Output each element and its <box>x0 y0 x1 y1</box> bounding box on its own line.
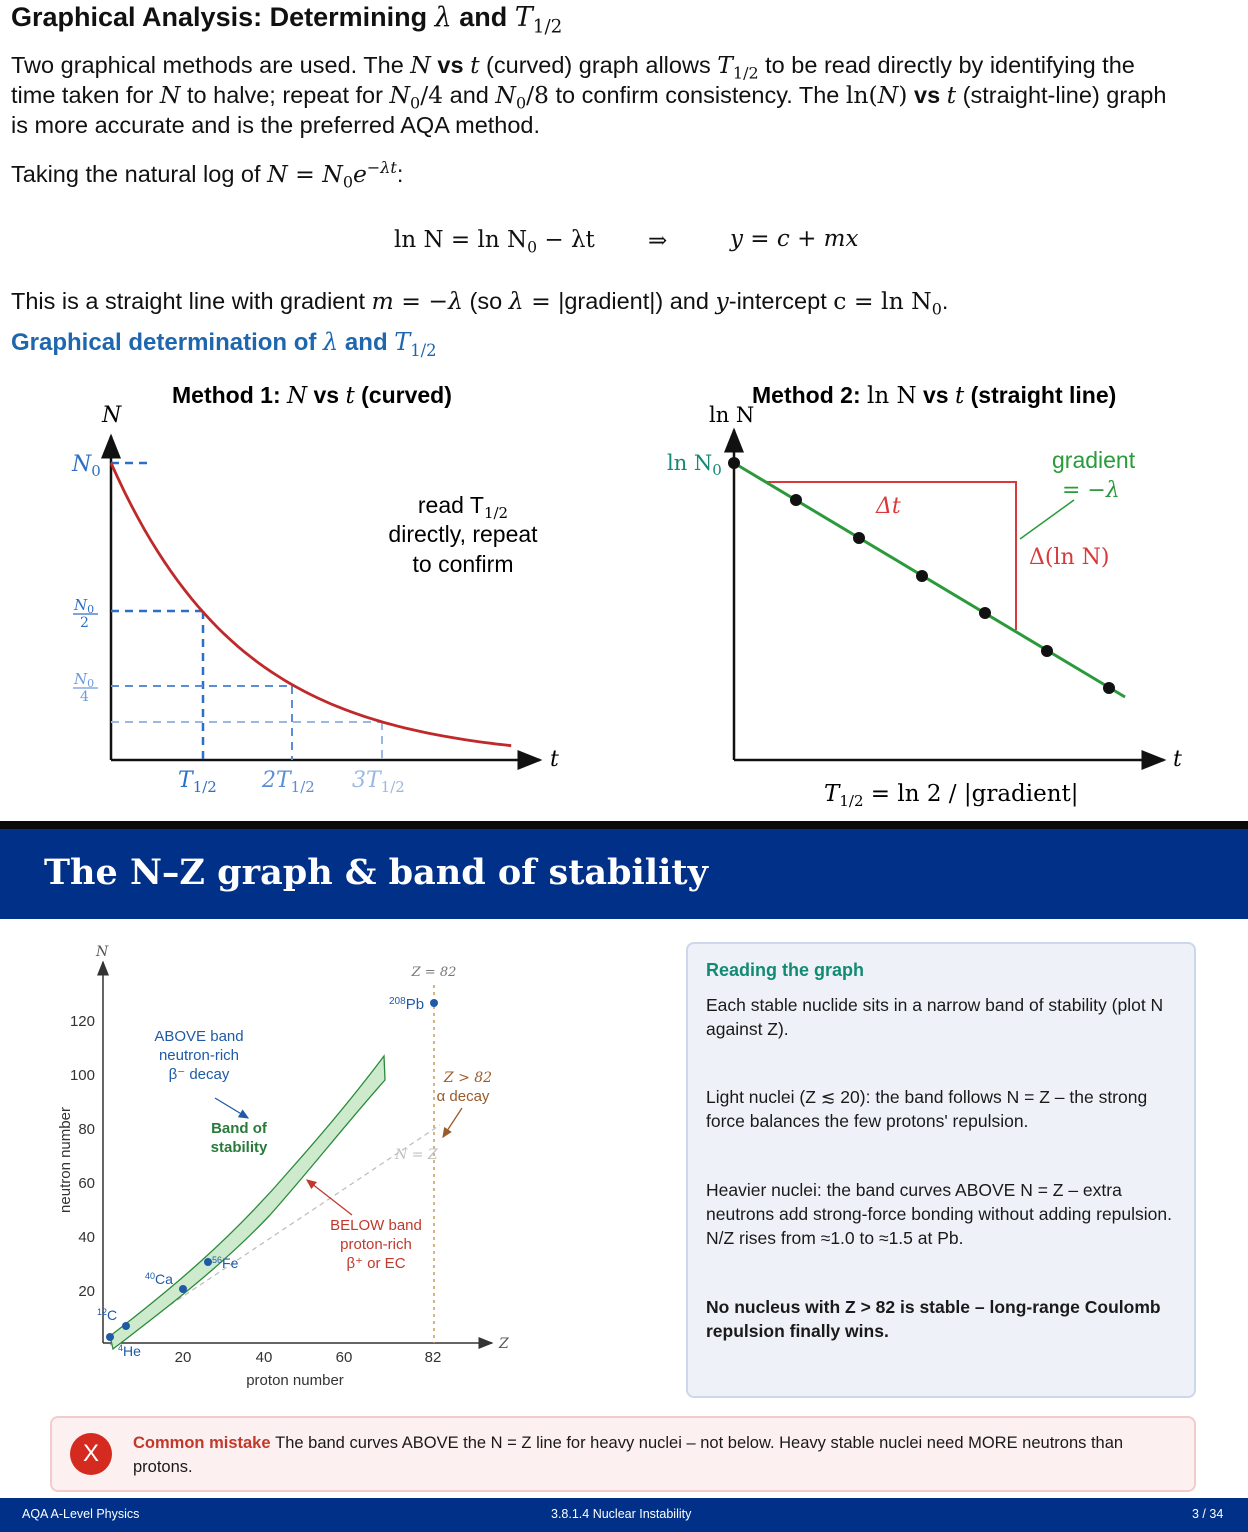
mistake-body: The band curves ABOVE the N = Z line for heavy nuclei – not below. Heavy stable nuclei need MORE neutrons than protons. <box>133 1434 1124 1476</box>
svg-text:N0: $N_0$ <box>74 670 95 690</box>
text: -intercept <box>728 288 834 314</box>
nz-y-tick: 60 <box>78 1175 95 1192</box>
nuclide-ca <box>179 1285 187 1293</box>
below-line2: proton-rich <box>340 1236 412 1253</box>
math-sub: 0 <box>515 93 527 113</box>
xtick-t3: $3T_{1/2}$ <box>352 768 405 796</box>
nuclide-fe <box>204 1258 212 1266</box>
above-arrow <box>215 1098 248 1118</box>
math-N: N <box>877 81 899 109</box>
math-e: e <box>353 159 367 188</box>
banner-title: The N–Z graph & band of stability <box>44 852 708 893</box>
method2-diagram <box>640 375 1240 815</box>
footer-bar <box>0 1498 1248 1532</box>
svg-text:N0: $N_0$ <box>74 596 95 616</box>
ca-label: $^{40}$Ca <box>145 1271 173 1287</box>
above-line1: ABOVE band <box>154 1028 244 1045</box>
band-label-line2: stability <box>210 1139 268 1156</box>
card-p1: Each stable nuclide sits in a narrow band of stability (plot N against Z). <box>706 995 1164 1039</box>
eq-lhs: ln N = ln N <box>394 227 528 253</box>
gradient-label: gradient <box>1052 447 1136 473</box>
common-mistake-text <box>133 1431 1173 1479</box>
math-sub: 1/2 <box>410 340 437 360</box>
nuclide-he <box>106 1333 114 1341</box>
alpha-line1: Z > 82 <box>443 1070 493 1086</box>
nz-x-ticks <box>175 1349 442 1366</box>
delta-lnN-label: Δ(ln N) <box>1029 545 1110 570</box>
math-paren: ) <box>898 81 908 109</box>
math-exp: −λt <box>366 158 397 177</box>
math-lambda: λ <box>323 328 339 356</box>
method2-x-label: t <box>1173 747 1182 772</box>
math-sub: 0 <box>410 93 421 113</box>
bold-vs: vs <box>430 52 471 78</box>
nz-xlabel: proton number <box>246 1372 344 1389</box>
math-N: N <box>267 159 288 188</box>
math-sub: 0 <box>931 299 942 319</box>
pb-label: $^{208}$Pb <box>389 996 425 1013</box>
nz-x-tick: 40 <box>255 1349 273 1366</box>
eq-rhs: y = c + mx <box>730 226 859 252</box>
nz-x-tick: 20 <box>174 1349 192 1366</box>
math-N0: N <box>495 81 516 109</box>
math-y: y <box>715 287 729 315</box>
math-T: T <box>717 51 733 79</box>
annotation-line2: directly, repeat <box>388 521 538 547</box>
nz-ylabel: neutron number <box>57 1107 74 1213</box>
alpha-line2: α decay <box>436 1088 490 1105</box>
above-line3: β⁻ decay <box>168 1066 230 1083</box>
title-T-sub: 1/2 <box>532 16 563 38</box>
data-point <box>853 532 865 544</box>
data-point <box>790 494 802 506</box>
gradient-eq: = −λ <box>1062 478 1120 503</box>
he-label: $^4$He <box>118 1343 141 1359</box>
implies-arrow: ⇒ <box>648 228 668 254</box>
text: and <box>443 82 496 108</box>
method2-title: Method 2: ln N vs t (straight line) <box>752 382 1117 409</box>
card-p3: Heavier nuclei: the band curves ABOVE N = Z – extra neutrons add strong-force bonding without adding repulsion. N/Z rises from ≈1.0 to ≈1.5 at Pb. <box>706 1180 1173 1248</box>
xtick-t2: $2T_{1/2}$ <box>262 768 315 796</box>
nz-y-tick: 120 <box>69 1013 95 1030</box>
below-line3: β⁺ or EC <box>346 1255 406 1272</box>
below-line1: BELOW band <box>330 1217 422 1234</box>
svg-text:2: 2 <box>80 615 89 631</box>
band-of-stability <box>110 1056 385 1349</box>
above-line2: neutron-rich <box>158 1047 240 1064</box>
method1-x-label: t <box>550 747 559 772</box>
math-N: N <box>410 51 431 79</box>
title-and: and <box>451 2 515 32</box>
nz-x-symbol: Z <box>499 1336 509 1352</box>
text: time taken for <box>11 82 160 108</box>
section-divider <box>0 821 1248 829</box>
data-point <box>1103 682 1115 694</box>
text: (straight-line) graph <box>956 82 1167 108</box>
close-x-icon: X <box>70 1433 112 1475</box>
nz-x-tick: 82 <box>424 1349 442 1366</box>
nz-y-tick: 20 <box>78 1283 95 1300</box>
ytick-half <box>73 596 98 631</box>
nuclide-pb <box>430 999 438 1007</box>
footer-page: 3 / 34 <box>1192 1507 1224 1521</box>
footer-topic: 3.8.1.4 Nuclear Instability <box>551 1507 692 1521</box>
eq-sub: 0 <box>527 237 538 257</box>
math-ln: ln( <box>845 81 878 109</box>
text: Graphical determination of <box>11 329 324 356</box>
math-div8: /8 <box>526 81 549 109</box>
title-text: Graphical Analysis: Determining <box>11 2 435 32</box>
bold-vs: vs <box>907 82 947 108</box>
footer-course: AQA A-Level Physics <box>22 1507 140 1521</box>
nz-line-label: N = Z <box>395 1147 438 1163</box>
nz-y-tick: 40 <box>78 1229 95 1246</box>
card-title: Reading the graph <box>706 960 865 980</box>
math-div4: /4 <box>420 81 444 109</box>
eq-lhs-rest: − λt <box>537 227 595 253</box>
math-t: t <box>946 81 957 109</box>
math-m: m = −λ <box>371 287 463 315</box>
method1-diagram <box>0 375 620 815</box>
para3 <box>11 286 948 325</box>
math-N0: N <box>389 81 411 109</box>
title-T: T <box>514 2 533 33</box>
nz-chart <box>0 935 640 1395</box>
data-point <box>916 570 928 582</box>
method1-y-label: N <box>102 403 122 428</box>
annotation-line1: read $T_{1/2}$ <box>417 492 509 522</box>
text: and <box>338 329 395 356</box>
band-label-line1: Band of <box>211 1120 267 1137</box>
math-N: N <box>159 81 181 109</box>
text: to be read directly by identifying the <box>758 52 1135 78</box>
c-label: $^{12}$C <box>97 1307 118 1323</box>
page-title <box>11 2 562 37</box>
math-lambda: λ = <box>508 287 559 315</box>
data-point <box>1041 645 1053 657</box>
delta-t-label: Δt <box>876 494 901 519</box>
card-p2: Light nuclei (Z ≲ 20): the band follows N = Z – the strong force balances the few protons' repulsion. <box>706 1087 1148 1131</box>
half-life-formula: $T_{1/2} = \ln 2$ / |gradient| <box>824 781 1079 810</box>
text: . <box>941 288 949 314</box>
ytick-quarter <box>73 670 98 705</box>
text: to confirm consistency. The <box>548 82 846 108</box>
math-T: T <box>394 328 411 356</box>
text: (curved) graph allows <box>479 52 718 78</box>
nz-y-tick: 80 <box>78 1121 95 1138</box>
nuclide-c <box>122 1322 130 1330</box>
method2-y-label: ln N <box>709 403 755 427</box>
ytick-n0: $N_0$ <box>72 452 101 480</box>
gradient-pointer <box>1020 500 1074 539</box>
text: |gradient|) and <box>558 288 716 314</box>
math-eq: = <box>287 159 323 188</box>
display-equation <box>394 226 595 257</box>
data-point <box>979 607 991 619</box>
svg-text:4: 4 <box>80 689 89 705</box>
text: : <box>396 160 404 187</box>
xtick-t1: $T_{1/2}$ <box>178 768 217 796</box>
card-p4: No nucleus with Z > 82 is stable – long-range Coulomb repulsion finally wins. <box>706 1297 1161 1341</box>
math-c: c = ln N <box>833 287 932 315</box>
math-sub: 0 <box>342 172 353 192</box>
math-t: t <box>470 51 480 79</box>
nz-x-tick: 60 <box>335 1349 353 1366</box>
text: Taking the natural log of <box>11 160 268 187</box>
para1-line3: is more accurate and is the preferred AQA method. <box>11 112 541 138</box>
fe-label: $^{56}$Fe <box>212 1255 239 1271</box>
method1-title: Method 1: N vs t (curved) <box>172 382 452 409</box>
text: This is a straight line with gradient <box>11 288 372 314</box>
math-sub: 1/2 <box>732 63 759 83</box>
section-subheading <box>11 328 437 360</box>
nz-y-symbol: N <box>96 944 109 960</box>
alpha-arrow <box>443 1108 462 1137</box>
text: Two graphical methods are used. The <box>11 52 411 78</box>
data-point <box>728 457 740 469</box>
annotation-line3: to confirm <box>412 551 514 577</box>
nz-y-tick: 100 <box>69 1067 95 1084</box>
text: to halve; repeat for <box>180 82 390 108</box>
para2 <box>11 153 403 198</box>
mistake-label: Common mistake <box>133 1434 271 1452</box>
text: (so <box>463 288 509 314</box>
math-N0: N <box>322 159 343 188</box>
z82-label: Z = 82 <box>411 965 457 980</box>
title-lambda: λ <box>434 2 452 33</box>
intercept-label: $\ln N_0$ <box>667 451 722 479</box>
